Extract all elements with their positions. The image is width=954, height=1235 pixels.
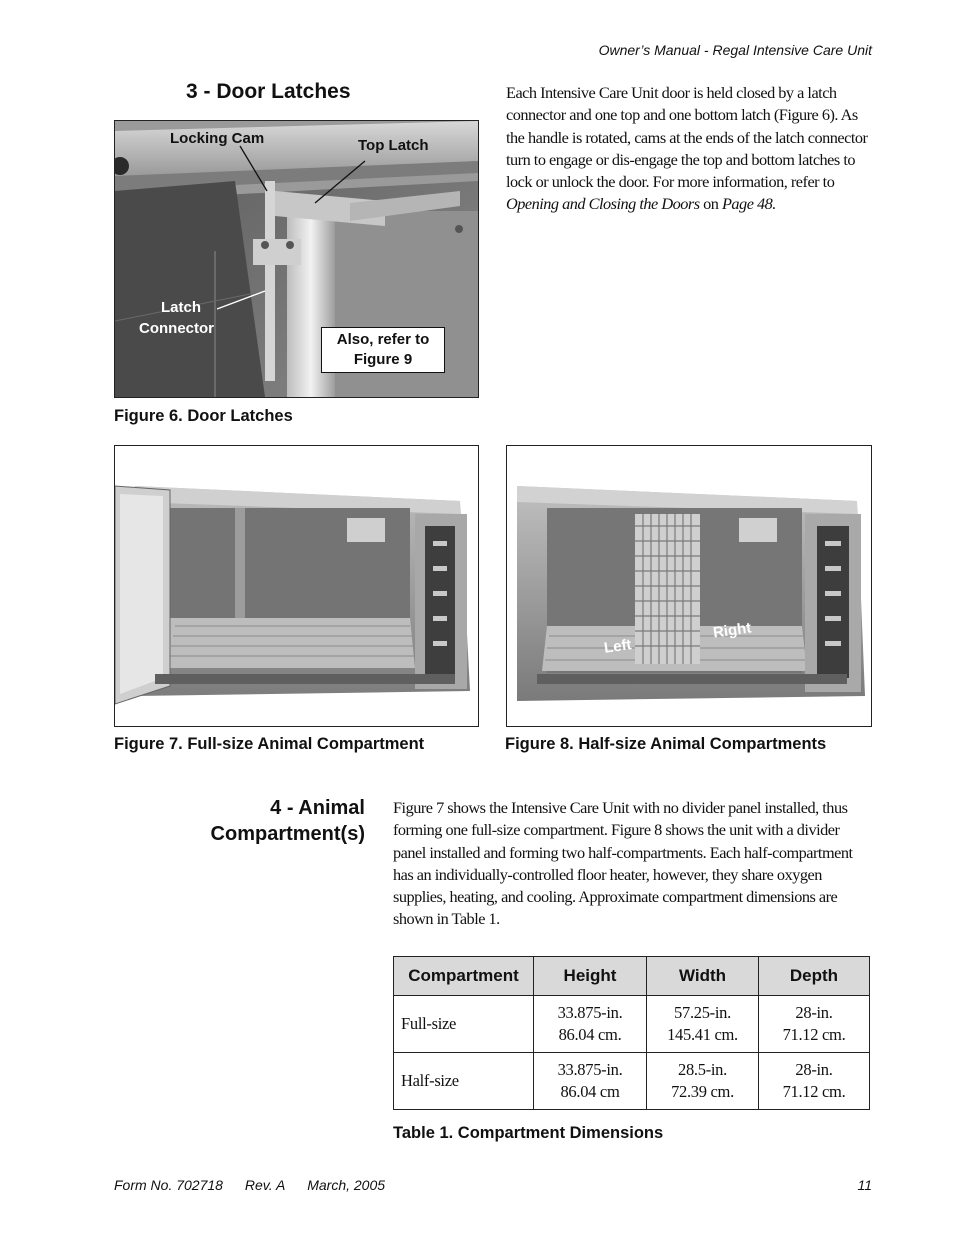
label-connector: Connector: [139, 320, 214, 337]
label-left: Left: [602, 636, 633, 657]
column-header-compartment: Compartment: [394, 957, 534, 996]
depth-cm: 71.12 cm.: [782, 1082, 846, 1101]
label-top-latch: Top Latch: [358, 137, 429, 154]
page-reference-link[interactable]: Page 48.: [721, 194, 776, 214]
figure-8-half-size-compartments-photo: [506, 445, 872, 727]
running-header: Owner’s Manual - Regal Intensive Care Unit: [598, 42, 872, 58]
width-cm: 145.41 cm.: [667, 1025, 738, 1044]
compartment-dimensions-table: [393, 956, 870, 1110]
cross-reference-link[interactable]: Opening and Closing the Doors: [506, 194, 700, 214]
column-header-height: Height: [534, 957, 647, 996]
half-size-compartments-illustration: [507, 446, 871, 726]
height-cm: 86.04 cm.: [558, 1025, 622, 1044]
height-cell: [534, 996, 647, 1053]
depth-cell: [759, 1053, 870, 1110]
figure-6-door-latches-photo: [114, 120, 479, 398]
label-right: Right: [712, 619, 753, 642]
para-text: on: [699, 194, 722, 214]
form-number: Form No. 702718: [114, 1177, 223, 1193]
width-inches: 28.5-in.: [678, 1060, 727, 1079]
row-name: Half-size: [394, 1053, 534, 1110]
section-4-title: [211, 795, 365, 847]
width-cm: 72.39 cm.: [671, 1082, 734, 1101]
column-header-depth: Depth: [759, 957, 870, 996]
refer-figure-9-box: [321, 327, 445, 373]
section-3-title: 3 - Door Latches: [186, 80, 351, 103]
page-number: 11: [857, 1177, 872, 1193]
table-row: [394, 1053, 870, 1110]
label-latch: Latch: [161, 299, 202, 316]
depth-cm: 71.12 cm.: [782, 1025, 846, 1044]
figure-8-caption: Figure 8. Half-size Animal Compartments: [505, 735, 827, 753]
section-3-paragraph: [506, 82, 876, 216]
figure-6-caption: Figure 6. Door Latches: [114, 407, 293, 425]
full-size-compartment-illustration: [115, 446, 478, 726]
table-row: [394, 996, 870, 1053]
para-text: Each Intensive Care Unit door is held closed by a latch connector and one top and one bottom latch (Figure 6). As the handle is rotated, cams at the ends of the latch connector turn to engage or dis-engage the top and bottom latches to lock or unlock the door. For more information, refer to: [506, 83, 868, 192]
row-name: Full-size: [394, 996, 534, 1053]
depth-inches: 28-in.: [795, 1003, 833, 1022]
width-cell: [647, 1053, 759, 1110]
refer-line-1: Also, refer to: [336, 331, 430, 348]
table-1-caption: Table 1. Compartment Dimensions: [393, 1124, 664, 1142]
width-inches: 57.25-in.: [674, 1003, 731, 1022]
footer-form-info: [114, 1177, 403, 1193]
section-4-paragraph: Figure 7 shows the Intensive Care Unit with no divider panel installed, thus forming one full-size compartment. Figure 8 shows the unit with a divider panel installed and forming two half-compartments. Each half-compartment has an individually-controlled floor heater, however, they share oxygen supplies, heating, and cooling. Approximate compartment dimensions are shown in Table 1.: [393, 798, 853, 929]
column-header-width: Width: [647, 957, 759, 996]
depth-inches: 28-in.: [795, 1060, 833, 1079]
section-4-title-line-2: Compartment(s): [210, 823, 365, 845]
width-cell: [647, 996, 759, 1053]
figure-7-caption: Figure 7. Full-size Animal Compartment: [114, 735, 425, 753]
height-cell: [534, 1053, 647, 1110]
section-4-title-line-1: 4 - Animal: [270, 797, 365, 819]
publication-date: March, 2005: [307, 1177, 386, 1193]
table-header-row: [394, 957, 870, 996]
height-inches: 33.875-in.: [557, 1060, 623, 1079]
depth-cell: [759, 996, 870, 1053]
height-cm: 86.04 cm: [560, 1082, 620, 1101]
height-inches: 33.875-in.: [557, 1003, 623, 1022]
figure-7-full-size-compartment-photo: [114, 445, 479, 727]
revision: Rev. A: [244, 1177, 286, 1193]
refer-line-2: Figure 9: [353, 351, 413, 368]
label-locking-cam: Locking Cam: [170, 130, 265, 147]
